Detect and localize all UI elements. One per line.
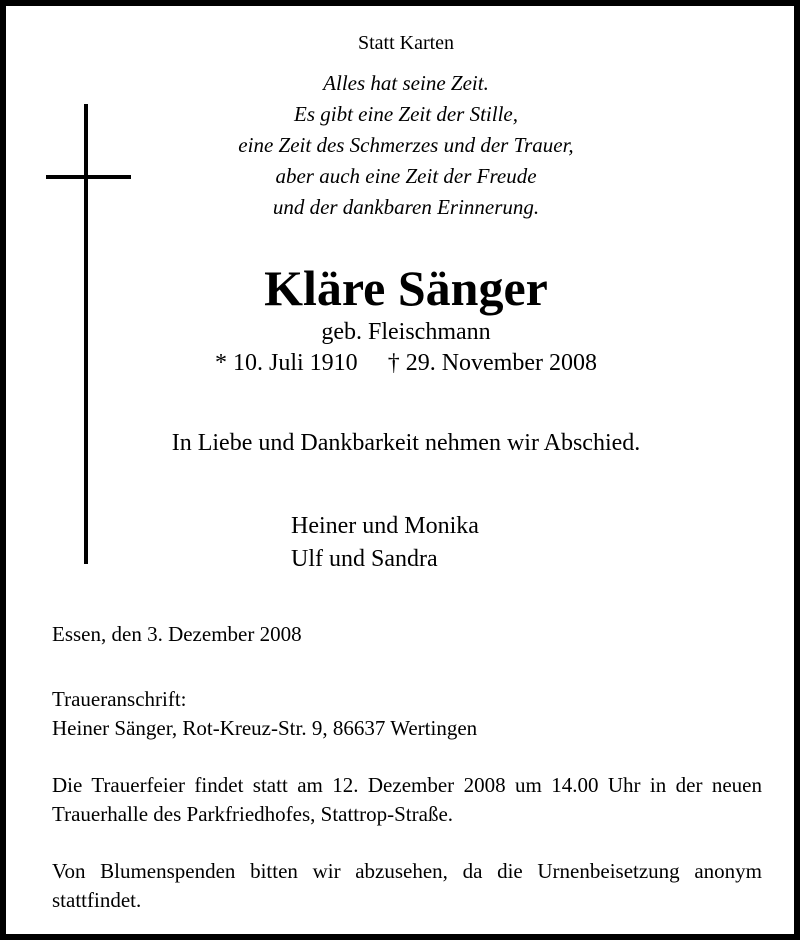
mourners [291,510,479,576]
mourner-line: Ulf und Sandra [291,546,438,572]
poem-line: und der dankbaren Erinnerung. [272,195,540,219]
place-date: Essen, den 3. Dezember 2008 [52,622,302,646]
life-dates [6,350,800,377]
flowers-note: Von Blumenspenden bitten wir abzusehen, da die Urnenbeisetzung anonym stattfindet. [52,859,762,912]
maiden-name: geb. Fleischmann [321,319,491,345]
poem-line: Es gibt eine Zeit der Stille, [294,102,518,126]
mourning-address [52,685,762,743]
poem-line: Alles hat seine Zeit. [323,71,489,95]
death-date: † 29. November 2008 [387,350,597,376]
poem [6,68,800,223]
farewell-text: In Liebe und Dankbarkeit nehmen wir Abschied. [171,430,641,456]
birth-date: * 10. Juli 1910 [215,350,358,376]
ceremony-info: Die Trauerfeier findet statt am 12. Dezember 2008 um 14.00 Uhr in der neuen Trauerhalle des Parkfriedhofes, Stattrop-Straße. [52,773,762,826]
poem-line: aber auch eine Zeit der Freude [275,164,537,188]
header-text: Statt Karten [357,32,455,54]
address-label: Traueranschrift: [52,687,187,711]
address-value: Heiner Sänger, Rot-Kreuz-Str. 9, 86637 Wertingen [52,716,478,740]
mourner-line: Heiner und Monika [291,513,479,539]
deceased-name: Kläre Sänger [264,260,548,316]
poem-line: eine Zeit des Schmerzes und der Trauer, [238,133,574,157]
